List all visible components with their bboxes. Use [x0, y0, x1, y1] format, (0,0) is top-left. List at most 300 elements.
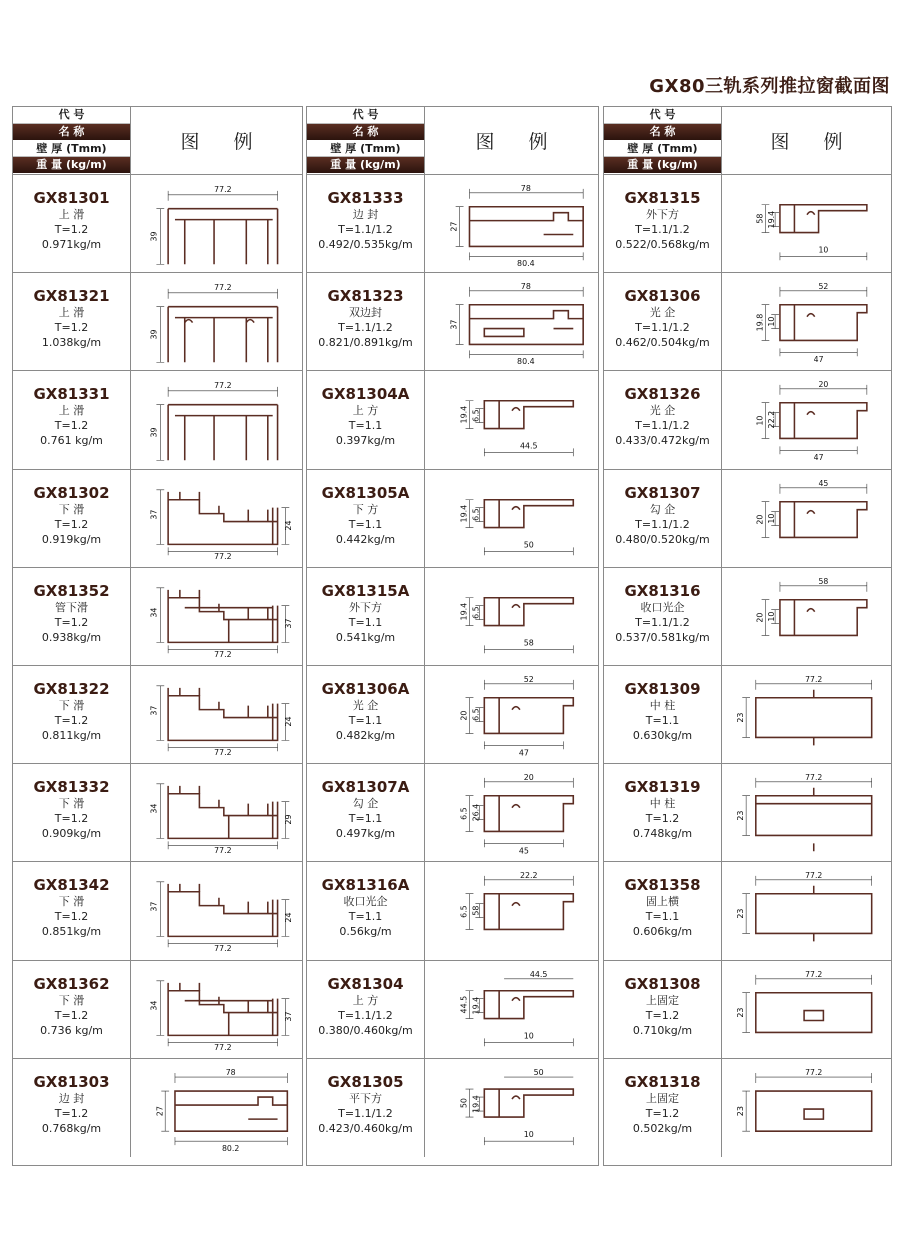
- dimension-label: 39: [149, 427, 159, 438]
- cross-section-svg: [131, 273, 302, 370]
- profile-info: [307, 371, 425, 468]
- profile-section-drawing: [425, 470, 598, 567]
- profile-code: GX81333: [327, 189, 404, 207]
- profile-row: [13, 764, 302, 862]
- dimension-label: 77.2: [805, 772, 823, 783]
- profile-name: 外下方: [646, 208, 679, 221]
- dimension-label: 22.2: [767, 411, 777, 429]
- cross-section-svg: [131, 862, 302, 959]
- dimension-label: 24: [284, 520, 294, 531]
- profile-thickness: T=1.1: [645, 910, 680, 924]
- profile-weight: 0.397kg/m: [335, 434, 396, 448]
- dimension-label: 19.8: [755, 313, 765, 332]
- dimension-label: 58: [471, 905, 481, 916]
- profile-info: [604, 764, 722, 861]
- profile-info: [307, 175, 425, 272]
- dimension-label: 77.2: [214, 282, 232, 293]
- dimension-label: 45: [518, 846, 529, 856]
- cross-section-svg: [722, 764, 891, 861]
- profile-section-drawing: [425, 175, 598, 272]
- profile-section-drawing: [131, 666, 302, 763]
- profile-weight: 0.541kg/m: [335, 630, 396, 644]
- profile-weight: 0.630kg/m: [632, 728, 693, 742]
- dimension-label: 6.5: [459, 807, 469, 821]
- header-labels: [604, 107, 722, 174]
- name-label: 名 称: [604, 124, 721, 141]
- cross-section-svg: [722, 1059, 891, 1157]
- dimension-label: 58: [755, 213, 765, 224]
- profile-code: GX81308: [624, 974, 701, 993]
- cross-section-svg: [425, 470, 598, 567]
- dimension-label: 77.2: [214, 649, 232, 660]
- profile-code: GX81307A: [321, 778, 410, 797]
- dimension-label: 10: [755, 415, 765, 427]
- profile-weight: 0.971kg/m: [41, 238, 102, 251]
- dimension-label: 24: [284, 716, 294, 727]
- profile-row: [307, 862, 598, 960]
- profile-info: [307, 273, 425, 370]
- column-header: [604, 107, 891, 175]
- cross-section-svg: [722, 568, 891, 665]
- cross-section-svg: [131, 764, 302, 861]
- profile-info: [307, 470, 425, 567]
- dimension-label: 24: [284, 912, 294, 923]
- dimension-label: 77.2: [214, 381, 232, 391]
- profile-thickness: T=1.2: [54, 812, 89, 826]
- profile-thickness: T=1.1/1.2: [635, 517, 690, 531]
- profile-name: 双边封: [349, 306, 382, 320]
- profile-weight: 0.851kg/m: [41, 925, 102, 939]
- profile-section-drawing: [722, 666, 891, 763]
- profile-thickness: T=1.2: [645, 1008, 680, 1022]
- profile-section-drawing: [425, 961, 598, 1058]
- dimension-label: 27: [155, 1105, 165, 1116]
- dimension-label: 20: [523, 772, 534, 782]
- dimension-label: 77.2: [805, 1067, 823, 1077]
- dimension-label: 19.4: [471, 1094, 481, 1113]
- dimension-label: 20: [818, 380, 829, 390]
- profile-code: GX81315A: [321, 581, 410, 600]
- profile-weight: 0.380/0.460kg/m: [318, 1023, 413, 1037]
- cross-section-svg: [131, 1059, 302, 1157]
- profile-code: GX81302: [33, 483, 110, 502]
- profile-row: [604, 862, 891, 960]
- dimension-label: 77.2: [805, 674, 823, 684]
- profile-list: [13, 175, 302, 1165]
- code-label: 代 号: [307, 107, 424, 124]
- profile-row: [307, 764, 598, 862]
- profile-thickness: T=1.1: [348, 517, 383, 531]
- profile-thickness: T=1.2: [54, 321, 89, 335]
- dimension-label: 80.2: [221, 1143, 240, 1153]
- profile-name: 中 柱: [649, 698, 676, 712]
- profile-weight: 0.482kg/m: [335, 728, 396, 742]
- cross-section-svg: [722, 175, 891, 272]
- dimension-label: 77.2: [805, 969, 823, 979]
- profile-info: [13, 273, 131, 370]
- profile-info: [604, 568, 722, 665]
- profile-info: [604, 961, 722, 1058]
- profile-section-drawing: [425, 273, 598, 370]
- profile-info: [604, 371, 722, 468]
- dimension-label: 77.2: [214, 551, 232, 561]
- dimension-label: 50: [523, 539, 534, 549]
- dimension-label: 19.4: [459, 602, 469, 621]
- dimension-label: 78: [520, 282, 531, 292]
- header-labels: [307, 107, 425, 174]
- code-label: 代 号: [13, 107, 130, 124]
- profile-thickness: T=1.2: [645, 812, 680, 826]
- profile-thickness: T=1.1: [348, 615, 383, 629]
- profile-section-drawing: [131, 862, 302, 959]
- profile-row: [307, 568, 598, 666]
- profile-name: 收口光企: [640, 600, 685, 614]
- profile-name: 边 封: [352, 208, 379, 221]
- profile-name: 勾 企: [649, 502, 676, 516]
- dimension-label: 19.4: [471, 996, 481, 1014]
- profile-name: 上 滑: [58, 404, 85, 418]
- dimension-label: 37: [149, 705, 159, 716]
- dimension-label: 80.4: [517, 357, 535, 367]
- profile-section-drawing: [722, 862, 891, 959]
- cross-section-svg: [425, 961, 598, 1058]
- figure-label: 图 例: [770, 131, 857, 153]
- profile-name: 上 滑: [58, 306, 85, 320]
- profile-weight: 0.821/0.891kg/m: [318, 336, 413, 350]
- dimension-label: 6.5: [471, 409, 481, 423]
- profile-section-drawing: [722, 371, 891, 468]
- profile-row: [604, 470, 891, 568]
- profile-weight: 0.909kg/m: [41, 827, 102, 841]
- profile-section-drawing: [722, 764, 891, 861]
- profile-name: 收口光企: [343, 895, 388, 909]
- profile-row: [307, 666, 598, 764]
- profile-thickness: T=1.1: [348, 713, 383, 727]
- profile-section-drawing: [131, 470, 302, 567]
- profile-name: 勾 企: [352, 797, 379, 811]
- profile-row: [604, 961, 891, 1059]
- dimension-label: 10: [523, 1129, 534, 1139]
- profile-weight: 0.736 kg/m: [40, 1023, 103, 1037]
- profile-section-drawing: [425, 764, 598, 861]
- profile-thickness: T=1.1/1.2: [635, 223, 690, 236]
- profile-code: GX81352: [33, 581, 110, 600]
- header-labels: [13, 107, 131, 174]
- profile-info: [604, 862, 722, 959]
- profile-section-drawing: [722, 175, 891, 272]
- cross-section-svg: [722, 371, 891, 468]
- profile-name: 中 柱: [649, 797, 676, 811]
- profile-list: [604, 175, 891, 1165]
- code-label: 代 号: [604, 107, 721, 124]
- profile-code: GX81304A: [321, 385, 410, 404]
- profile-weight: 0.497kg/m: [335, 827, 396, 841]
- profile-row: [13, 1059, 302, 1157]
- profile-name: 边 封: [58, 1091, 85, 1105]
- profile-name: 光 企: [649, 404, 676, 418]
- profile-column-3: [603, 106, 892, 1166]
- profile-name: 上固定: [646, 1091, 679, 1105]
- cross-section-svg: [722, 961, 891, 1058]
- dimension-label: 78: [520, 183, 531, 193]
- profile-thickness: T=1.1: [348, 812, 383, 826]
- profile-row: [604, 371, 891, 469]
- dimension-label: 37: [284, 618, 294, 629]
- profile-code: GX81306A: [321, 679, 410, 698]
- profile-section-drawing: [131, 1059, 302, 1157]
- profile-code: GX81321: [33, 287, 110, 306]
- profile-thickness: T=1.1/1.2: [635, 321, 690, 335]
- profile-weight: 0.537/0.581kg/m: [615, 630, 710, 644]
- profile-info: [13, 371, 131, 468]
- profile-code: GX81358: [624, 876, 701, 895]
- figure-label: 图 例: [475, 131, 562, 153]
- profile-name: 下 滑: [58, 895, 85, 909]
- profile-info: [307, 1059, 425, 1157]
- cross-section-svg: [131, 568, 302, 665]
- dimension-label: 6.5: [471, 708, 481, 721]
- profile-weight: 0.502kg/m: [632, 1121, 693, 1135]
- profile-info: [604, 666, 722, 763]
- dimension-label: 23: [736, 1007, 746, 1018]
- cross-section-svg: [425, 568, 598, 665]
- profile-column-1: [12, 106, 303, 1166]
- profile-thickness: T=1.1/1.2: [338, 321, 393, 335]
- column-header: [13, 107, 302, 175]
- profile-weight: 0.710kg/m: [632, 1023, 693, 1037]
- profile-code: GX81309: [624, 679, 701, 698]
- dimension-label: 37: [149, 509, 159, 520]
- profile-info: [307, 666, 425, 763]
- profile-row: [307, 371, 598, 469]
- profile-name: 上固定: [646, 993, 679, 1007]
- profile-name: 上 方: [352, 993, 379, 1007]
- page-title: GX80三轨系列推拉窗截面图: [649, 76, 890, 97]
- profile-code: GX81322: [33, 679, 110, 698]
- profile-row: [13, 666, 302, 764]
- profile-thickness: T=1.1/1.2: [635, 615, 690, 629]
- cross-section-svg: [131, 371, 302, 468]
- profile-row: [13, 470, 302, 568]
- profile-section-drawing: [722, 961, 891, 1058]
- dimension-label: 77.2: [214, 944, 232, 954]
- dimension-label: 44.5: [529, 969, 548, 979]
- profile-code: GX81319: [624, 778, 701, 797]
- profile-name: 上 滑: [58, 208, 85, 221]
- profile-row: [604, 764, 891, 862]
- profile-name: 光 企: [352, 698, 379, 712]
- dimension-label: 29: [284, 814, 294, 825]
- dimension-label: 80.4: [517, 259, 535, 269]
- cross-section-svg: [425, 175, 598, 272]
- dimension-label: 77.2: [214, 748, 232, 758]
- dimension-label: 50: [459, 1097, 469, 1108]
- profile-weight: 0.768kg/m: [41, 1121, 102, 1135]
- column-header: [307, 107, 598, 175]
- profile-section-drawing: [425, 568, 598, 665]
- profile-code: GX81305A: [321, 483, 410, 502]
- dimension-label: 39: [149, 329, 159, 340]
- profile-name: 下 滑: [58, 502, 85, 516]
- profile-row: [13, 862, 302, 960]
- profile-weight: 0.811kg/m: [41, 728, 102, 742]
- profile-row: [13, 961, 302, 1059]
- profile-info: [604, 175, 722, 272]
- cross-section-svg: [425, 666, 598, 763]
- dimension-label: 10: [767, 611, 777, 622]
- cross-section-svg: [131, 470, 302, 567]
- dimension-label: 52: [818, 281, 829, 292]
- profile-weight: 0.606kg/m: [632, 925, 693, 939]
- cross-section-svg: [425, 273, 598, 370]
- profile-thickness: T=1.2: [54, 615, 89, 629]
- profile-name: 管下滑: [55, 600, 88, 614]
- dimension-label: 34: [149, 1000, 159, 1011]
- profile-weight: 0.433/0.472kg/m: [615, 434, 710, 448]
- dimension-label: 27: [449, 221, 459, 232]
- dimension-label: 77.2: [214, 846, 232, 856]
- profile-name: 下 滑: [58, 698, 85, 712]
- profile-row: [13, 371, 302, 469]
- dimension-label: 10: [818, 245, 829, 255]
- dimension-label: 20: [755, 514, 765, 525]
- profile-name: 固上横: [646, 895, 679, 909]
- cross-section-svg: [425, 862, 598, 959]
- profile-weight: 0.938kg/m: [41, 630, 102, 644]
- thickness-label: 壁 厚 (Tmm): [13, 141, 130, 158]
- profile-section-drawing: [722, 1059, 891, 1157]
- profile-section-drawing: [425, 371, 598, 468]
- profile-code: GX81332: [33, 778, 110, 797]
- profile-name: 下 滑: [58, 797, 85, 811]
- profile-thickness: T=1.1/1.2: [338, 1008, 393, 1022]
- dimension-label: 6.5: [471, 507, 481, 521]
- profile-thickness: T=1.1: [645, 713, 680, 727]
- profile-weight: 1.038kg/m: [41, 336, 102, 350]
- dimension-label: 23: [736, 712, 746, 723]
- profile-info: [13, 764, 131, 861]
- profile-thickness: T=1.2: [54, 419, 89, 433]
- profile-weight: 0.748kg/m: [632, 827, 693, 841]
- dimension-label: 20: [459, 710, 469, 721]
- dimension-label: 44.5: [520, 441, 538, 451]
- dimension-label: 26.4: [471, 803, 481, 822]
- dimension-label: 50: [533, 1067, 544, 1077]
- profile-info: [13, 961, 131, 1058]
- dimension-label: 34: [149, 803, 159, 814]
- thickness-label: 壁 厚 (Tmm): [604, 141, 721, 158]
- profile-thickness: T=1.2: [54, 1106, 89, 1120]
- profile-row: [13, 273, 302, 371]
- figure-label: 图 例: [180, 131, 267, 153]
- dimension-label: 20: [755, 612, 765, 623]
- profile-row: [604, 568, 891, 666]
- cross-section-svg: [131, 666, 302, 763]
- profile-thickness: T=1.1/1.2: [338, 223, 393, 236]
- profile-thickness: T=1.2: [54, 713, 89, 727]
- profile-section-drawing: [722, 568, 891, 665]
- profile-code: GX81342: [33, 876, 110, 895]
- dimension-label: 47: [813, 453, 824, 463]
- profile-name: 下 滑: [58, 993, 85, 1007]
- cross-section-svg: [425, 371, 598, 468]
- profile-section-drawing: [131, 371, 302, 468]
- dimension-label: 6.5: [459, 905, 469, 919]
- dimension-label: 37: [149, 901, 159, 912]
- profile-weight: 0.480/0.520kg/m: [615, 532, 710, 546]
- dimension-label: 23: [736, 908, 746, 919]
- profile-name: 平下方: [349, 1091, 382, 1105]
- profile-section-drawing: [722, 470, 891, 567]
- dimension-label: 23: [736, 1105, 746, 1116]
- profile-code: GX81303: [33, 1072, 110, 1091]
- profile-thickness: T=1.2: [54, 517, 89, 531]
- cross-section-svg: [131, 961, 302, 1058]
- dimension-label: 6.5: [471, 606, 481, 619]
- dimension-label: 37: [449, 319, 459, 330]
- profile-thickness: T=1.2: [54, 1008, 89, 1022]
- thickness-label: 壁 厚 (Tmm): [307, 141, 424, 158]
- dimension-label: 44.5: [459, 995, 469, 1013]
- profile-thickness: T=1.2: [54, 910, 89, 924]
- profile-info: [307, 568, 425, 665]
- profile-name: 上 方: [352, 404, 379, 418]
- profile-info: [13, 666, 131, 763]
- profile-code: GX81316A: [321, 876, 410, 895]
- profile-row: [307, 1059, 598, 1157]
- cross-section-svg: [425, 764, 598, 861]
- dimension-label: 77.2: [214, 184, 232, 194]
- profile-info: [13, 470, 131, 567]
- profile-row: [13, 175, 302, 273]
- dimension-label: 58: [818, 576, 829, 586]
- profile-code: GX81315: [624, 189, 701, 207]
- profile-weight: 0.56kg/m: [339, 925, 392, 939]
- profile-weight: 0.462/0.504kg/m: [615, 336, 710, 350]
- profile-code: GX81331: [33, 385, 110, 404]
- weight-label: 重 量 (kg/m): [604, 157, 721, 174]
- profile-info: [307, 862, 425, 959]
- dimension-label: 22.2: [520, 871, 538, 881]
- cross-section-svg: [722, 862, 891, 959]
- profile-name: 光 企: [649, 306, 676, 320]
- dimension-label: 45: [818, 478, 829, 488]
- profile-thickness: T=1.1/1.2: [635, 419, 690, 433]
- profile-info: [307, 764, 425, 861]
- profile-row: [307, 961, 598, 1059]
- profile-info: [13, 1059, 131, 1157]
- profile-section-drawing: [131, 175, 302, 272]
- profile-section-drawing: [131, 273, 302, 370]
- profile-weight: 0.423/0.460kg/m: [318, 1121, 413, 1135]
- profile-code: GX81318: [624, 1072, 701, 1091]
- profile-row: [13, 568, 302, 666]
- dimension-label: 19.4: [459, 504, 469, 523]
- profile-code: GX81301: [33, 189, 110, 207]
- profile-thickness: T=1.2: [54, 223, 89, 236]
- dimension-label: 39: [149, 231, 159, 242]
- profile-row: [604, 666, 891, 764]
- profile-section-drawing: [131, 764, 302, 861]
- profile-list: [307, 175, 598, 1165]
- dimension-label: 10: [767, 513, 777, 524]
- profile-info: [307, 961, 425, 1058]
- dimension-label: 47: [813, 355, 824, 365]
- profile-name: 下 方: [352, 502, 379, 516]
- profile-code: GX81316: [624, 581, 701, 600]
- cross-section-svg: [425, 1059, 598, 1157]
- profile-info: [13, 568, 131, 665]
